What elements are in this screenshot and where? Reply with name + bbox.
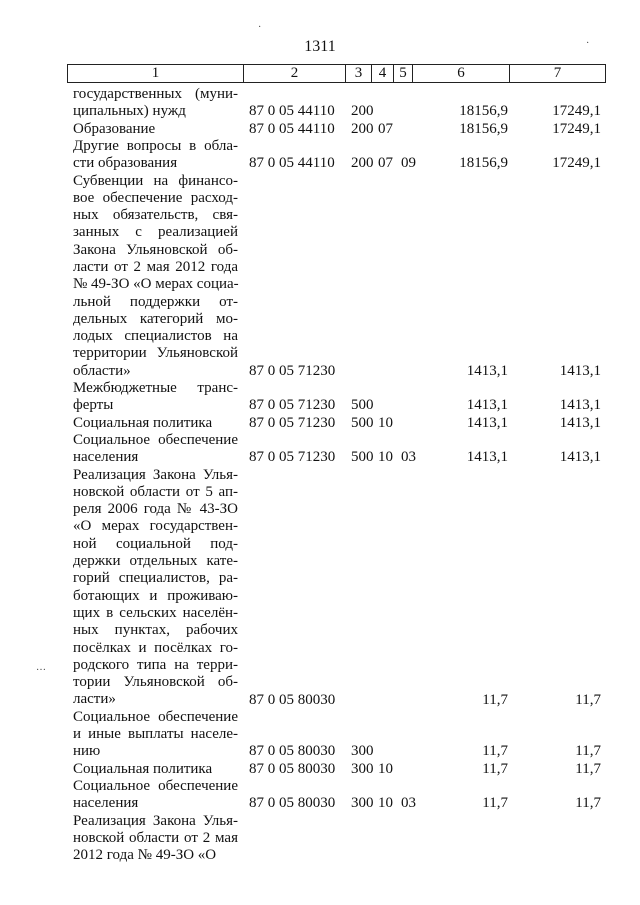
row-col-7: 1413,1: [559, 397, 601, 414]
row-code: 87 0 05 71230: [249, 397, 336, 414]
row-description: [73, 467, 238, 709]
row-description: [73, 380, 238, 415]
row-col-6: 18156,9: [459, 103, 508, 120]
description-line: льной поддержки от-: [73, 293, 238, 310]
description-line: щих в сельских населён-: [73, 604, 238, 621]
row-description: [73, 121, 155, 138]
row-col-3: 200: [351, 155, 374, 172]
description-line: горий специалистов, ра-: [73, 570, 238, 587]
row-col-3: 200: [351, 103, 374, 120]
description-line: области»: [73, 362, 131, 379]
description-line: вое обеспечение расход-: [73, 189, 238, 206]
row-col-7: 17249,1: [552, 155, 601, 172]
row-col-6: 1413,1: [466, 449, 508, 466]
row-col-6: 11,7: [482, 743, 508, 760]
row-col-4: 10: [378, 795, 393, 812]
row-col-6: 11,7: [482, 691, 508, 708]
row-col-5: 03: [401, 795, 416, 812]
description-line: Реализация Закона Улья-: [73, 466, 238, 483]
description-line: ной социальной под-: [73, 535, 238, 552]
row-description: [73, 813, 238, 865]
header-col-7: 7: [553, 65, 562, 81]
description-line: Социальное обеспечение: [73, 432, 238, 448]
row-col-7: 17249,1: [552, 103, 601, 120]
description-line: населения: [73, 795, 139, 812]
description-line: ципальных) нужд: [73, 103, 186, 120]
description-line: Субвенции на финансо-: [73, 172, 238, 189]
description-line: ласти»: [73, 691, 116, 708]
row-col-3: 300: [351, 760, 374, 777]
description-line: 2012 года № 49-ЗО «О: [73, 847, 217, 864]
row-col-6: 11,7: [482, 795, 508, 812]
description-line: Межбюджетные транс-: [73, 380, 238, 397]
scan-speck: ·: [258, 22, 262, 33]
row-col-6: 1413,1: [466, 362, 508, 379]
description-line: ботающих и проживаю-: [73, 587, 238, 604]
row-col-7: 11,7: [575, 743, 601, 760]
row-code: 87 0 05 71230: [249, 362, 336, 379]
description-line: Образование: [73, 120, 156, 137]
row-col-7: 11,7: [575, 760, 601, 777]
row-col-7: 17249,1: [552, 120, 601, 137]
scan-speck: ·: [586, 38, 590, 49]
description-line: и иные выплаты населе-: [73, 726, 238, 743]
header-col-3: 3: [346, 65, 372, 82]
row-col-6: 18156,9: [459, 155, 508, 172]
row-col-6: 1413,1: [466, 397, 508, 414]
row-description: [73, 173, 238, 381]
row-code: 87 0 05 80030: [249, 743, 336, 760]
row-code: 87 0 05 80030: [249, 760, 336, 777]
row-col-4: 10: [378, 414, 393, 431]
description-line: посёлках и посёлках го-: [73, 639, 238, 656]
description-line: новской области от 2 мая: [73, 829, 238, 846]
row-col-3: 500: [351, 414, 374, 431]
header-col-6: 6: [413, 65, 510, 82]
row-col-7: 1413,1: [559, 449, 601, 466]
description-line: «О мерах государствен-: [73, 518, 238, 535]
description-line: населения: [73, 449, 139, 466]
row-col-7: 11,7: [575, 795, 601, 812]
description-line: Социальное обеспечение: [73, 778, 238, 794]
row-code: 87 0 05 80030: [249, 795, 336, 812]
row-description: [73, 778, 238, 813]
description-line: дельных категорий мо-: [73, 310, 238, 327]
description-line: Закона Ульяновской об-: [73, 241, 238, 258]
description-line: № 49-ЗО «О мерах социа-: [73, 276, 239, 293]
row-description: [73, 138, 238, 173]
description-line: занных с реализацией: [73, 224, 238, 241]
row-col-4: 10: [378, 449, 393, 466]
row-col-6: 11,7: [482, 760, 508, 777]
row-col-3: 300: [351, 743, 374, 760]
table-header: [67, 64, 606, 83]
description-line: территории Ульяновской: [73, 345, 238, 362]
row-col-7: 1413,1: [559, 414, 601, 431]
row-description: [73, 761, 212, 778]
header-col-2: 2: [244, 65, 346, 82]
row-code: 87 0 05 80030: [249, 691, 336, 708]
description-line: родского типа на терри-: [73, 656, 238, 673]
description-line: тории Ульяновской об-: [73, 674, 238, 691]
description-line: ных обязательств, свя-: [73, 207, 238, 224]
row-col-4: 07: [378, 120, 393, 137]
description-line: ферты: [73, 397, 114, 414]
description-line: Социальная политика: [73, 414, 213, 431]
description-line: новской области от 5 ап-: [73, 483, 238, 500]
description-line: Другие вопросы в обла-: [73, 137, 238, 154]
row-code: 87 0 05 71230: [249, 414, 336, 431]
row-col-7: 11,7: [575, 691, 601, 708]
header-col-4: 4: [372, 65, 394, 82]
row-col-4: 10: [378, 760, 393, 777]
row-description: [73, 86, 238, 121]
description-line: ных пунктах, рабочих: [73, 622, 238, 639]
description-line: Социальное обеспечение: [73, 708, 238, 725]
description-line: Социальная политика: [73, 760, 213, 777]
row-description: [73, 432, 238, 467]
row-code: 87 0 05 44110: [249, 120, 335, 137]
header-col-5: 5: [394, 65, 413, 82]
scan-speck: …: [36, 662, 46, 673]
description-line: нию: [73, 743, 101, 760]
row-col-3: 200: [351, 120, 374, 137]
page-number: 1311: [304, 38, 336, 55]
row-col-4: 07: [378, 155, 393, 172]
description-line: ласти от 2 мая 2012 года: [73, 258, 238, 275]
row-code: 87 0 05 44110: [249, 103, 335, 120]
description-line: лодых специалистов на: [73, 328, 238, 345]
description-line: государственных (муни-: [73, 86, 238, 102]
row-col-3: 300: [351, 795, 374, 812]
row-col-6: 18156,9: [459, 120, 508, 137]
row-col-7: 1413,1: [559, 362, 601, 379]
row-col-5: 09: [401, 155, 416, 172]
row-col-3: 500: [351, 449, 374, 466]
row-col-5: 03: [401, 449, 416, 466]
row-description: [73, 709, 238, 761]
description-line: держки отдельных кате-: [73, 553, 238, 570]
row-code: 87 0 05 44110: [249, 155, 335, 172]
description-line: Реализация Закона Улья-: [73, 812, 238, 829]
row-description: [73, 415, 212, 432]
row-col-3: 500: [351, 397, 374, 414]
header-col-1: 1: [68, 65, 244, 82]
description-line: сти образования: [73, 155, 178, 172]
row-code: 87 0 05 71230: [249, 449, 336, 466]
description-line: реля 2006 года № 43-ЗО: [73, 501, 238, 518]
row-col-6: 1413,1: [466, 414, 508, 431]
